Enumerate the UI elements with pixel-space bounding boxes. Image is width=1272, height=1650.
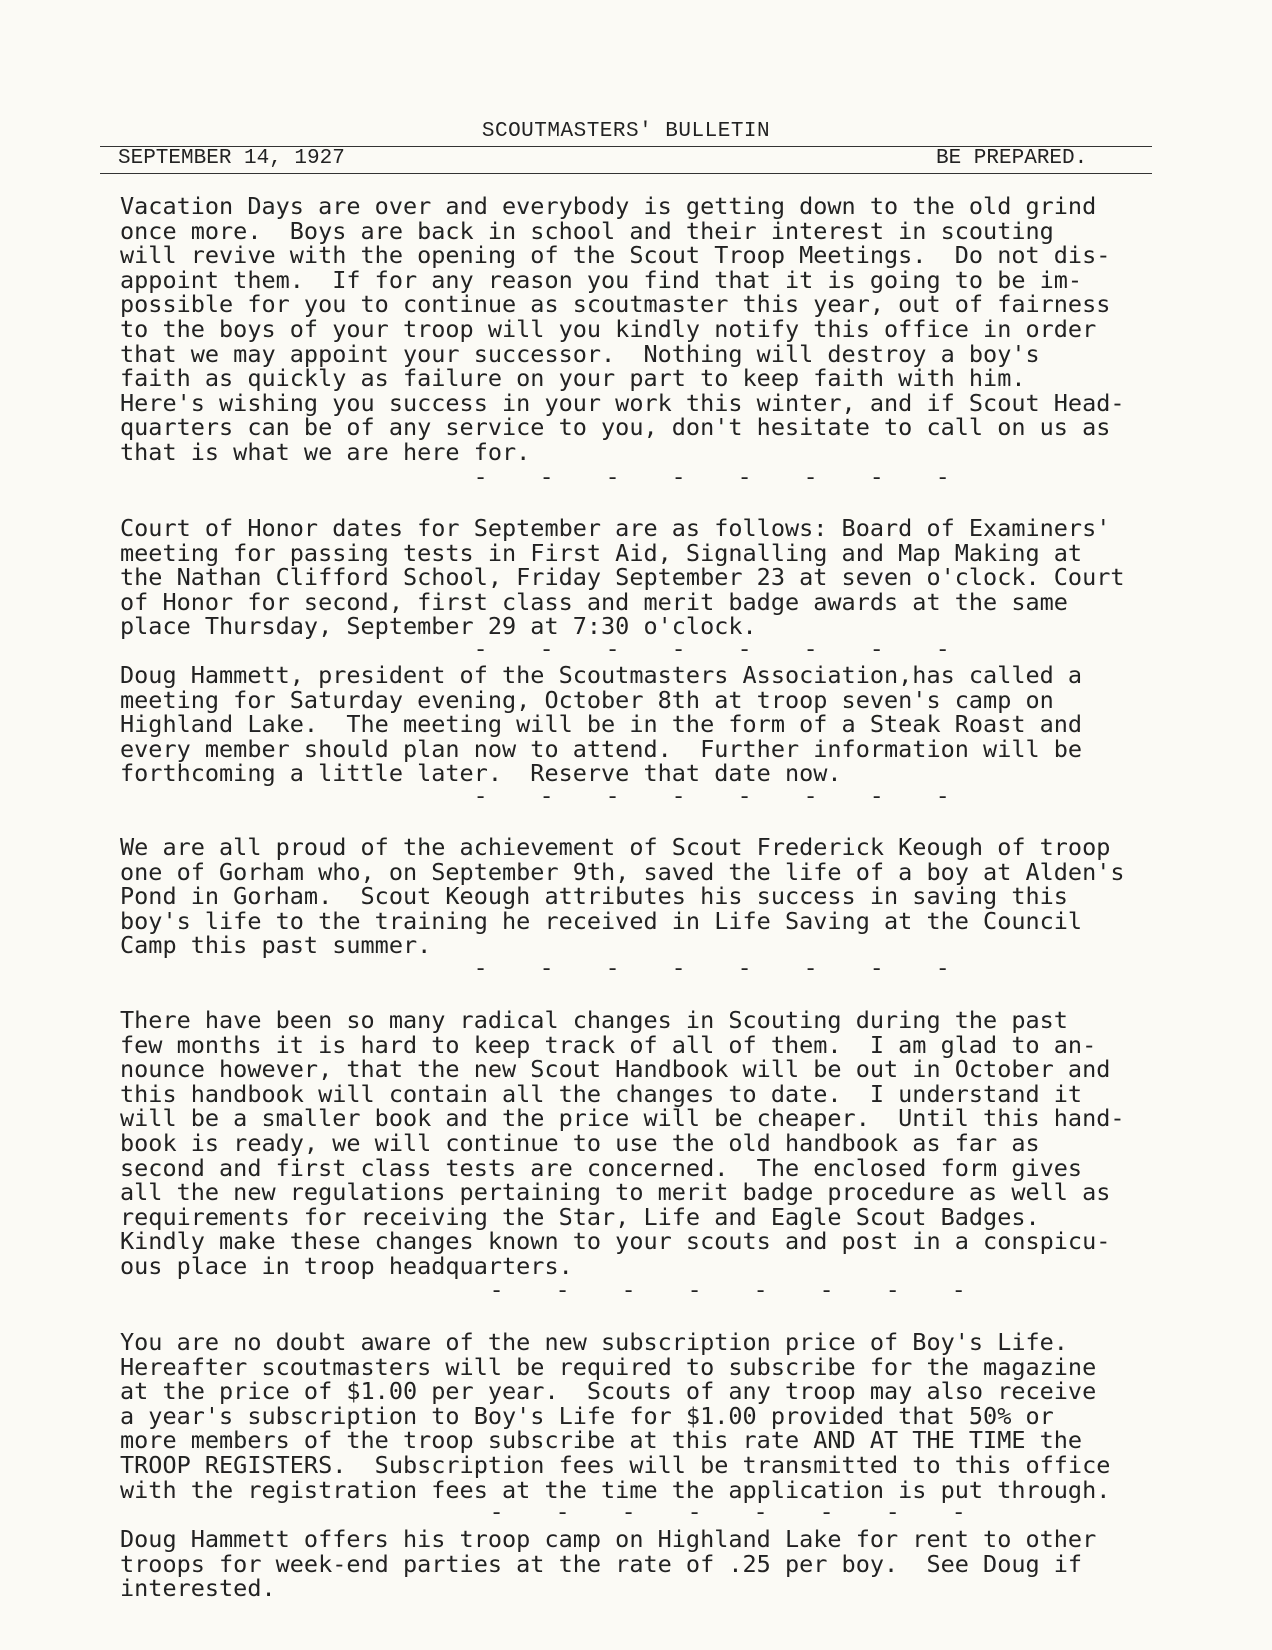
paragraph-camp-rental: Doug Hammett offers his troop camp on Highland Lake for rent to other troops for week-end parties at the rate of .25 per boy. See Doug if interested. bbox=[120, 1525, 1097, 1603]
section-separator: - - - - - - - - bbox=[474, 957, 950, 982]
paragraph-scout-keough: We are all proud of the achievement of Scout Frederick Keough of troop one of Gorham who, on September 9th, saved the life of a boy at Alden's Pond in Gorham. Scout Keough attributes his success in saving this boy's life to the training he received in Life Saving at the Council Camp this past summer. bbox=[120, 833, 1125, 960]
paragraph-scoutmasters-meeting: Doug Hammett, president of the Scoutmasters Association,has called a meeting for Saturday evening, October 8th at troop seven's camp on Highland Lake. The meeting will be in the form of a Steak Roast and every member should plan now to attend. Further information will be forthcoming a little later. Reserve that date now. bbox=[120, 661, 1083, 788]
bulletin-title: SCOUTMASTERS' BULLETIN bbox=[481, 120, 771, 143]
header-rule-bottom bbox=[100, 173, 1152, 174]
section-separator: - - - - - - - - bbox=[474, 466, 950, 491]
paragraph-vacation-days: Vacation Days are over and everybody is getting down to the old grind once more. Boys are back in school and their interest in scouting will revive with the opening of the Scout Troop Meetings. Do not dis- appoint them. If for any reason you find that it is going to be im- possible for you to continue as scoutmaster this year, out of fairness to the boys of your troop will you kindly notify this office in order that we may appoint your successor. Nothing will destroy a boy's faith as quickly as failure on your part to keep faith with him. Here's wishing you success in your work this winter, and if Scout Head- quarters can be of any service to you, don't hesitate to call on us as that is what we are here for. bbox=[120, 192, 1125, 466]
section-separator: - - - - - - - - bbox=[490, 1279, 966, 1304]
paragraph-boys-life: You are no doubt aware of the new subscription price of Boy's Life. Hereafter scoutmasters will be required to subscribe for the magazine at the price of $1.00 per year. Scouts of any troop may also receive a year's subscription to Boy's Life for $1.00 provided that 50% or more members of the troop subscribe at this rate AND AT THE TIME the TROOP REGISTERS. Subscription fees will be transmitted to this office with the registration fees at the time the application is put through. bbox=[120, 1328, 1111, 1504]
section-separator: - - - - - - - - bbox=[490, 1501, 966, 1526]
section-separator: - - - - - - - - bbox=[474, 785, 950, 810]
bulletin-motto: BE PREPARED. bbox=[936, 147, 1088, 170]
paragraph-handbook-changes: There have been so many radical changes in Scouting during the past few months it is hard to keep track of all of them. I am glad to an- nounce however, that the new Scout Handbook will be out in October and this handbook will contain all the changes to date. I understand it will be a smaller book and the price will be cheaper. Until this hand- book is ready, we will continue to use the old handbook as far as second and first class tests are concerned. The enclosed form gives all the new regulations pertaining to merit badge procedure as well as requirements for receiving the Star, Life and Eagle Scout Badges. Kindly make these changes known to your scouts and post in a conspicu- ous place in troop headquarters. bbox=[120, 1006, 1125, 1280]
bulletin-date: SEPTEMBER 14, 1927 bbox=[118, 147, 345, 170]
section-separator: - - - - - - - - bbox=[474, 638, 950, 663]
paragraph-court-of-honor: Court of Honor dates for September are as follows: Board of Examiners' meeting for passing tests in First Aid, Signalling and Map Making at the Nathan Clifford School, Friday September 23 at seven o'clock. Court of Honor for second, first class and merit badge awards at the same place Thursday, September 29 at 7:30 o'clock. bbox=[120, 514, 1125, 641]
